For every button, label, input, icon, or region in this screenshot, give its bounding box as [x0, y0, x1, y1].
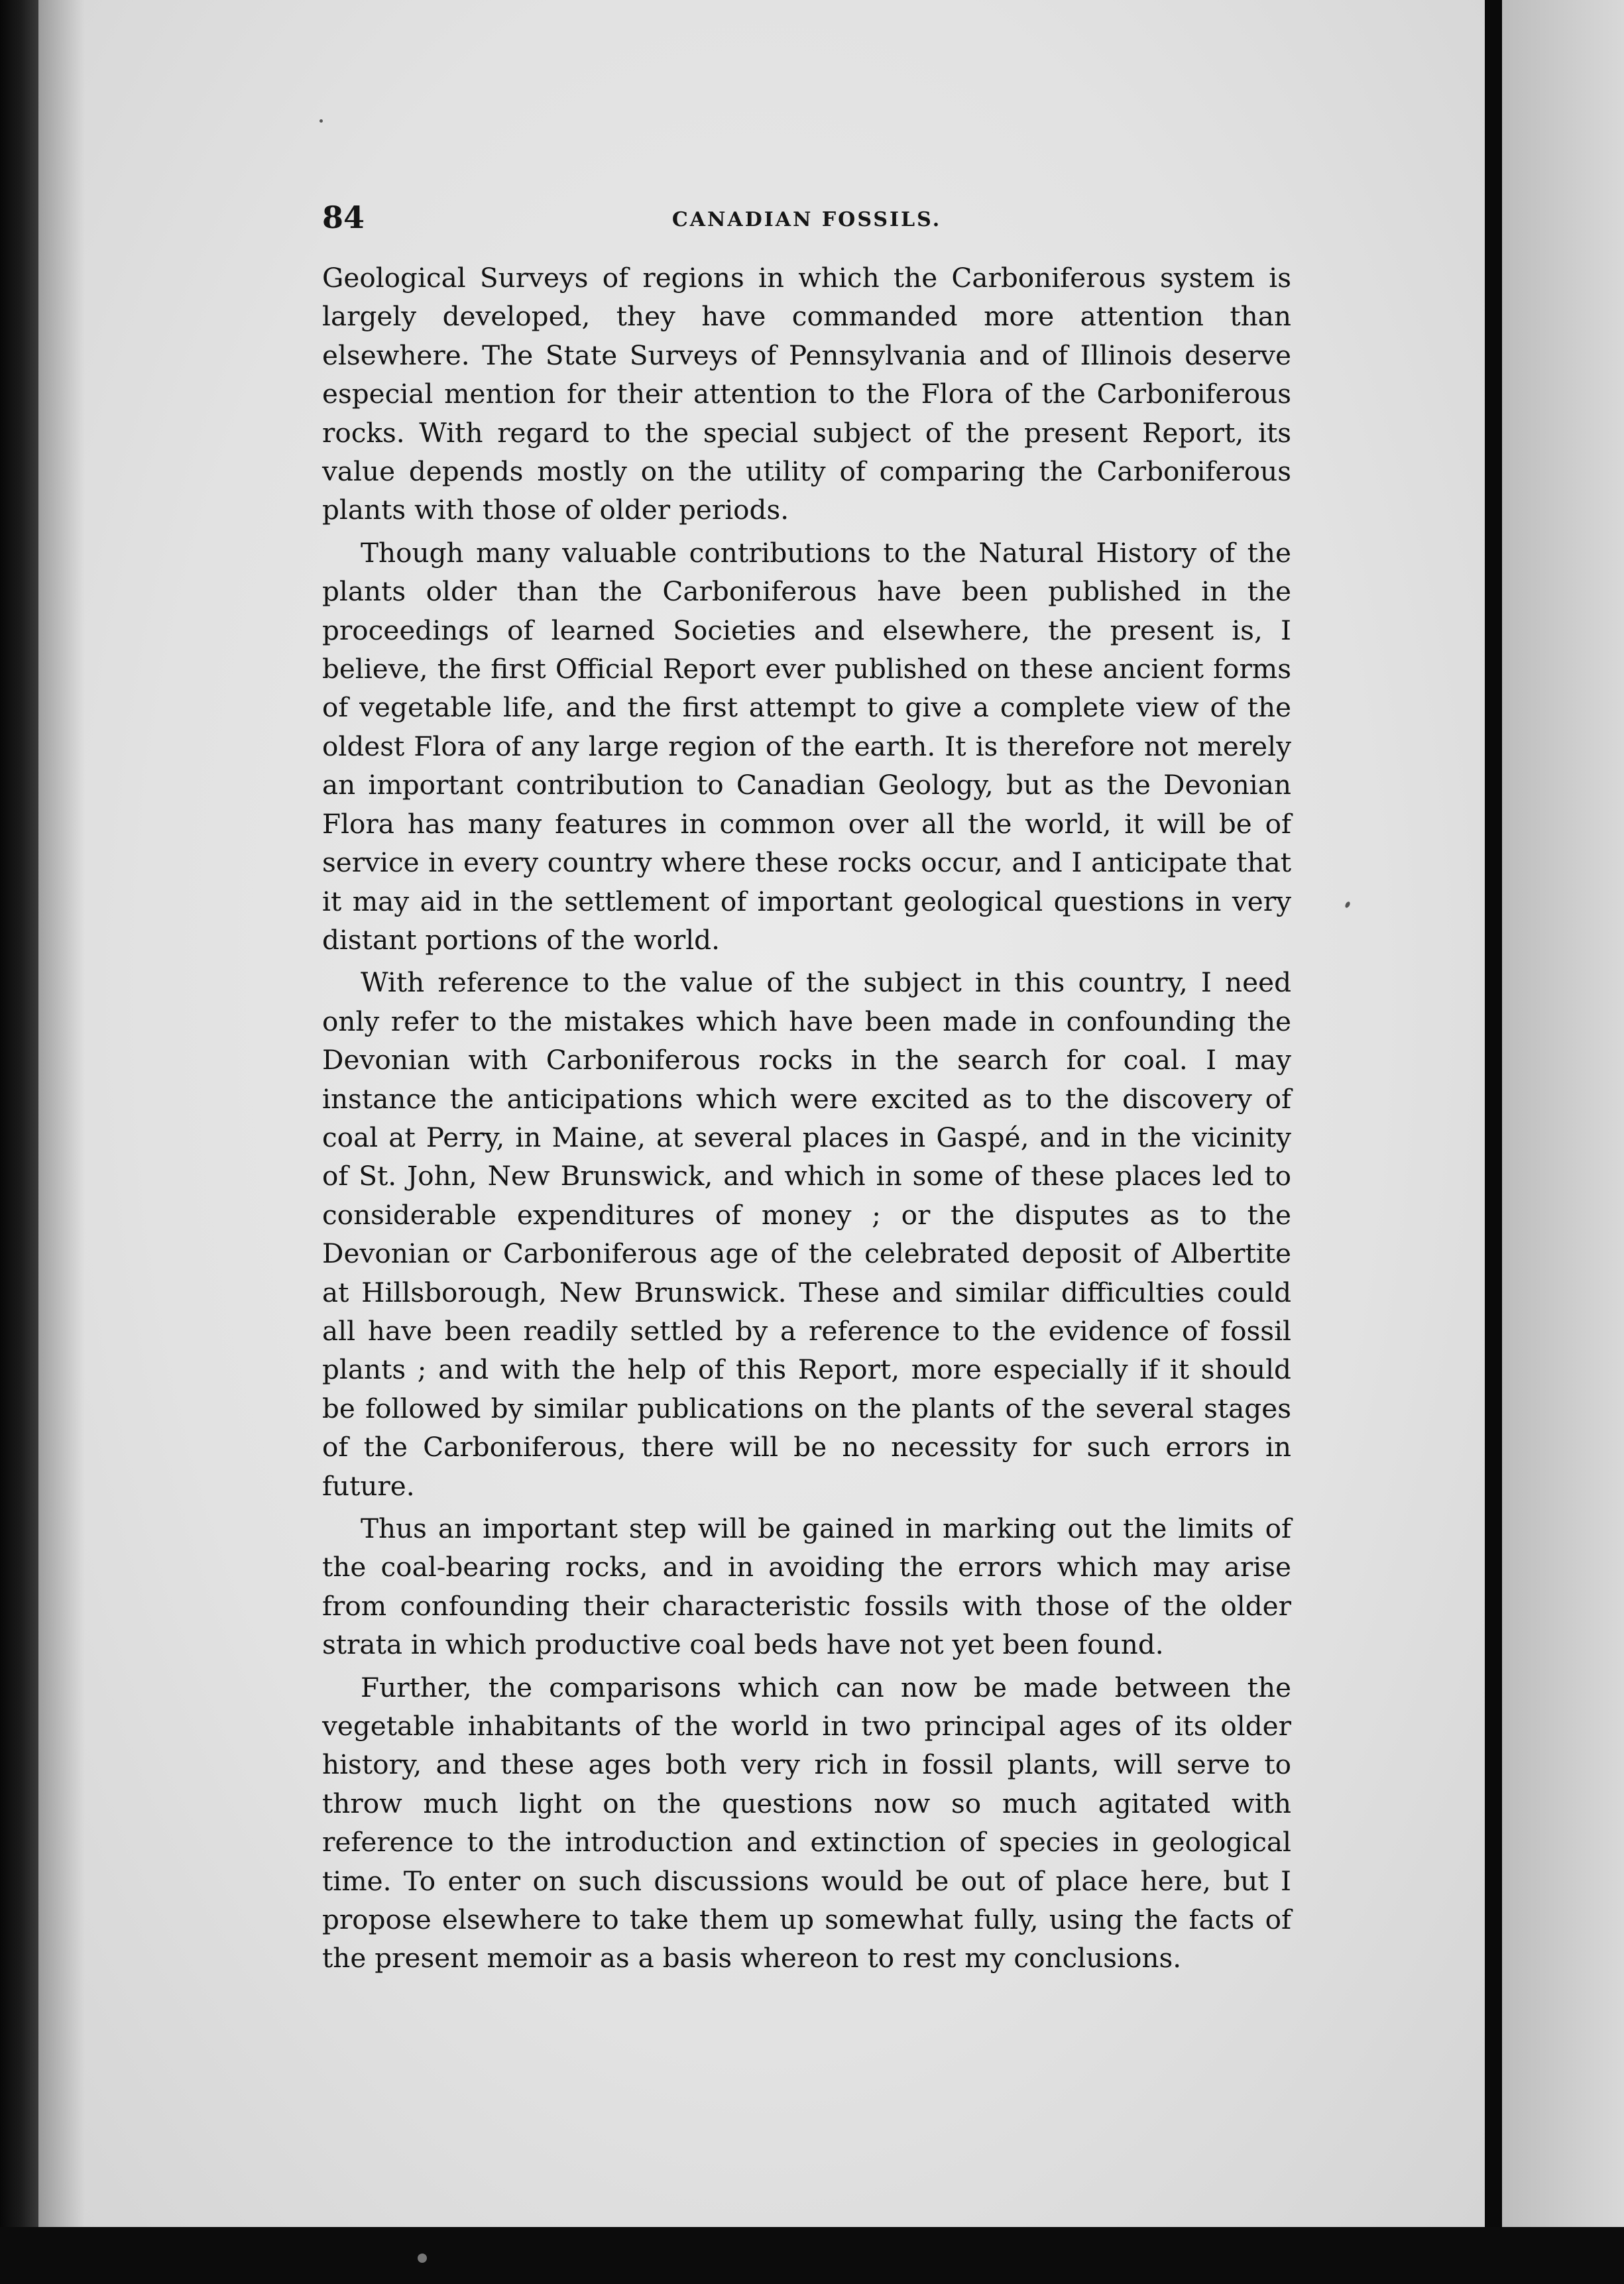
paragraph: Geological Surveys of regions in which the Carboniferous system is largely developed, they have commanded more attention than elsewhere. The State Surveys of Pennsylvania and of Illinois deserve especial mention for their attention to the Flora of the Carboniferous rocks. With regard to the special subject of the present Report, its value depends mostly on the utility of comparing the Carboniferous plants with those of older periods. — [322, 262, 1291, 526]
paragraph: Though many valuable contributions to the Natural History of the plants older than the Carboniferous have been published in the proceedings of learned Societies and elsewhere, the present is, I believe, the first Official Report ever published on these ancient forms of vegetable life, and the first attempt to give a complete view of the oldest Flora of any large region of the earth. It is therefore not merely an important contribution to Canadian Geology, but as the Devonian Flora has many features in common over all the world, it will be of service in every country where these rocks occur, and I anticipate that it may aid in the settlement of important geological questions in very distant portions of the world. — [322, 536, 1291, 956]
running-title: CANADIAN FOSSILS. — [671, 208, 942, 231]
scan-bottom-border — [0, 2227, 1624, 2284]
page-number: 84 — [322, 200, 365, 235]
paper-speck — [319, 119, 323, 123]
adjacent-page-edge — [1502, 0, 1624, 2227]
page-divider — [1485, 0, 1502, 2284]
binding-edge — [0, 0, 38, 2284]
paragraph: Thus an important step will be gained in marking out the limits of the coal-bearing rocks, and in avoiding the errors which may arise from confounding their characteristic fossils with those of the older strata in which productive coal beds have not yet been found. — [322, 1513, 1291, 1661]
running-head — [322, 196, 1291, 239]
paper-speck — [418, 2254, 427, 2263]
gutter-shadow — [38, 0, 85, 2227]
paragraph: Further, the comparisons which can now be made between the vegetable inhabitants of the world in two principal ages of its older history, and these ages both very rich in fossil plants, will serve to throw much light on the questions now so much agitated with reference to the introduction and extinction of species in geological time. To enter on such discussions would be out of place here, but I propose elsewhere to take them up somewhat fully, using the facts of the present memoir as a basis whereon to rest my conclusions. — [322, 1671, 1291, 1974]
paragraph: With reference to the value of the subject in this country, I need only refer to the mistakes which have been made in confounding the Devonian with Carboniferous rocks in the search for coal. I may instance the anticipations which were excited as to the discovery of coal at Perry, in Maine, at several places in Gaspé, and in the vicinity of St. John, New Brunswick, and which in some of these places led to considerable expenditures of money ; or the disputes as to the Devonian or Carboniferous age of the celebrated deposit of Albertite at Hillsborough, New Brunswick. These and similar difficulties could all have been readily settled by a reference to the evidence of fossil plants ; and with the help of this Report, more especially if it should be followed by similar publications on the plants of the several stages of the Carboniferous, there will be no necessity for such errors in future. — [322, 966, 1291, 1502]
body-text — [322, 258, 1291, 1982]
